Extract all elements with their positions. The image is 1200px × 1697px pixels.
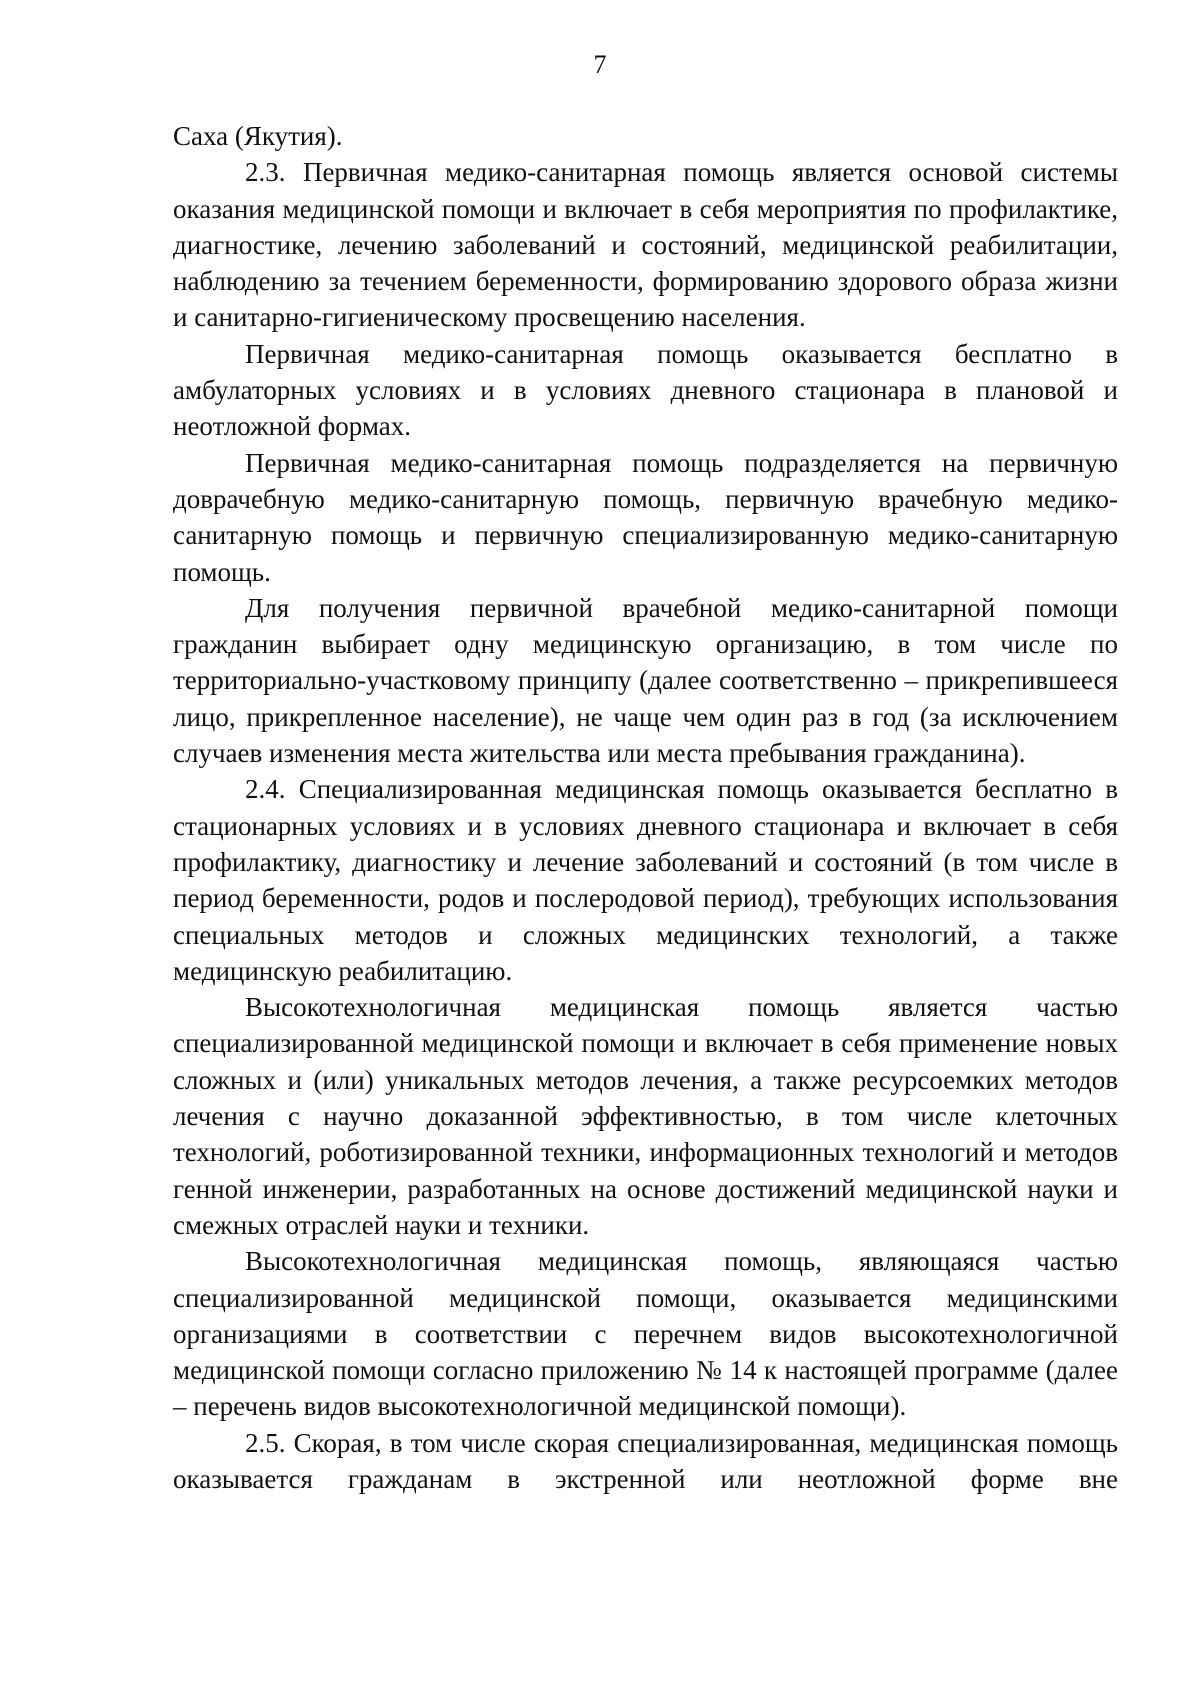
paragraph-2-5: 2.5. Скорая, в том числе скорая специализированная, медицинская помощь оказывается гражданам в экстренной или неотложной форме вне — [173, 1427, 1118, 1494]
paragraph-primary-care-free: Первичная медико-санитарная помощь оказывается бесплатно в амбулаторных условиях и в условиях дневного стационара в плановой и неотложной формах. — [173, 338, 1118, 442]
paragraph-2-4: 2.4. Специализированная медицинская помощь оказывается бесплатно в стационарных условиях и в условиях дневного стационара и включает в себя профилактику, диагностику и лечение заболеваний и состояний (в том числе в период беременности, родов и послеродовой период), требующих использования специальных методов и сложных медицинских технологий, а также медицинскую реабилитацию. — [173, 774, 1118, 986]
paragraph-2-3: 2.3. Первичная медико-санитарная помощь является основой системы оказания медицинской помощи и включает в себя мероприятия по профилактике, диагностике, лечению заболеваний и состояний, медицинской реабилитации, наблюдению за течением беременности, формированию здорового образа жизни и санитарно-гигиеническому просвещению населения. — [173, 157, 1118, 333]
page-number: 7 — [593, 50, 607, 79]
paragraph-continuation: Саха (Якутия). — [173, 121, 343, 151]
paragraph-high-tech-list: Высокотехнологичная медицинская помощь, являющаяся частью специализированной медицинской помощи, оказывается медицинскими организациями в соответствии с перечнем видов высокотехнологичной медицинской помощи согласно приложению № 14 к настоящей программе (далее – перечень видов высокотехнологичной медицинской помощи). — [173, 1246, 1118, 1422]
document-body — [173, 118, 1118, 1497]
paragraph-primary-care-types: Первичная медико-санитарная помощь подразделяется на первичную доврачебную медико-санитарную помощь, первичную врачебную медико-санитарную помощь и первичную специализированную медико-санитарную помощь. — [173, 447, 1118, 587]
paragraph-organization-choice: Для получения первичной врачебной медико-санитарной помощи гражданин выбирает одну медицинскую организацию, в том числе по территориально-участковому принципу (далее соответственно – прикрепившееся лицо, прикрепленное население), не чаще чем один раз в год (за исключением случаев изменения места жительства или места пребывания гражданина). — [173, 592, 1118, 769]
paragraph-high-tech-definition: Высокотехнологичная медицинская помощь является частью специализированной медицинской помощи и включает в себя применение новых сложных и (или) уникальных методов лечения, а также ресурсоемких методов лечения с научно доказанной эффективностью, в том числе клеточных технологий, роботизированной техники, информационных технологий и методов генной инженерии, разработанных на основе достижений медицинской науки и смежных отраслей науки и техники. — [173, 992, 1118, 1240]
